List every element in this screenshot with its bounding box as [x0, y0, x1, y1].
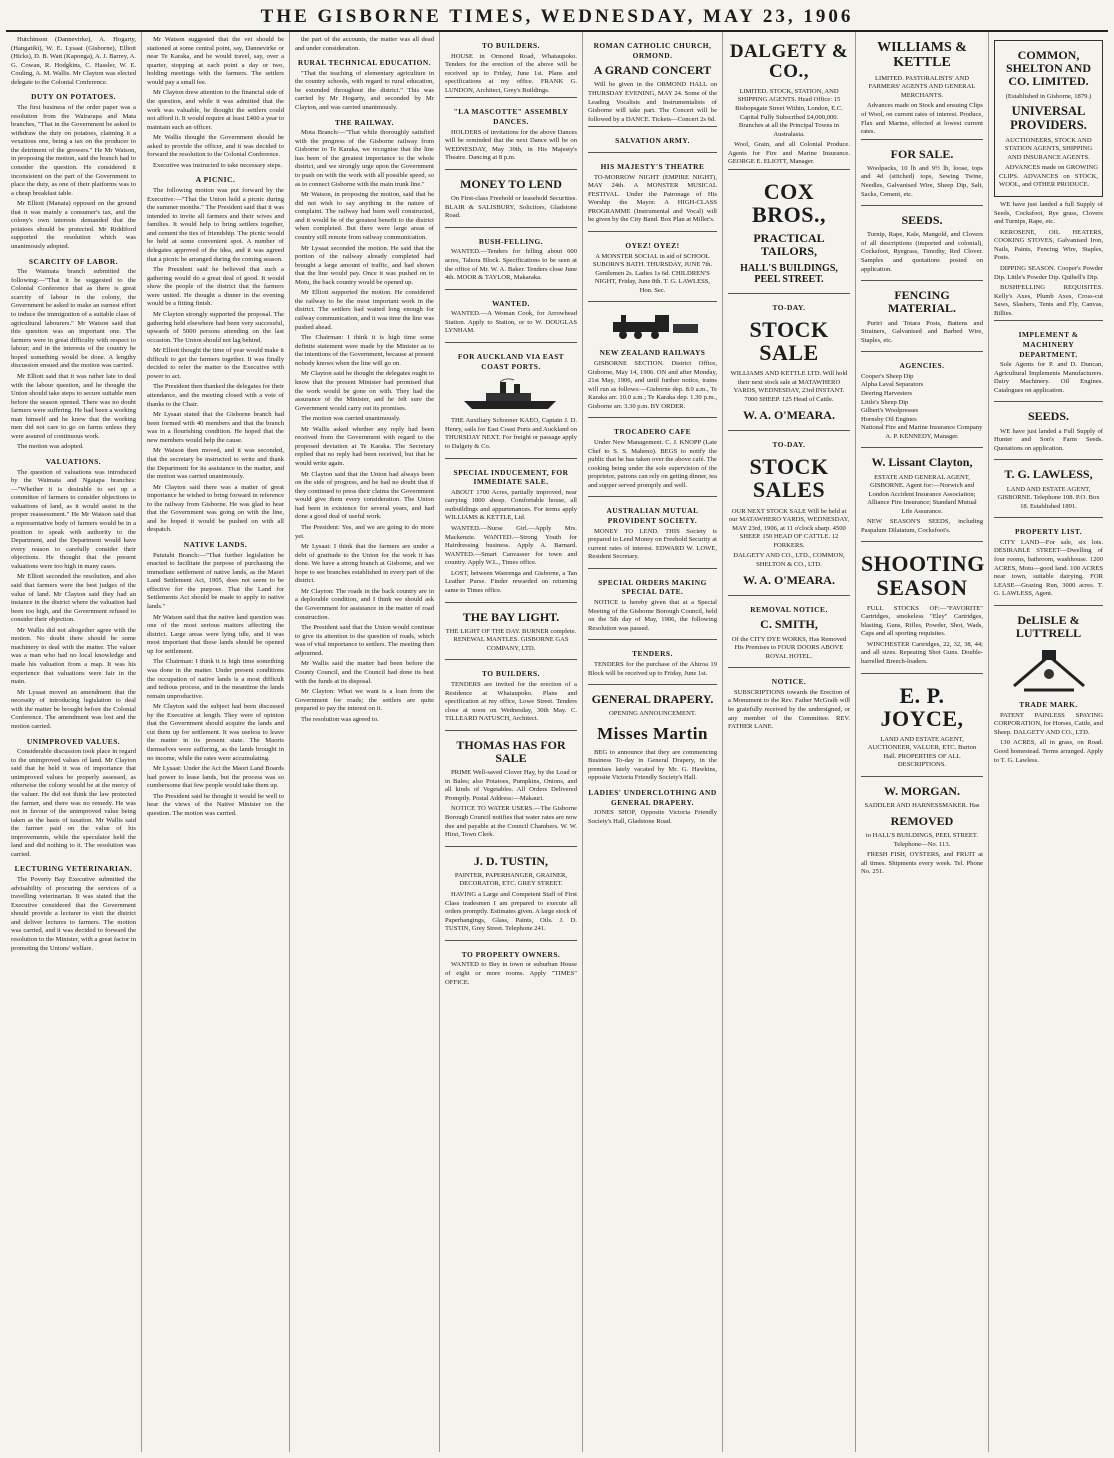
masthead: THE GISBORNE TIMES, WEDNESDAY, MAY 23, 1906 — [6, 4, 1108, 32]
heading-a-picnic: A PICNIC. — [195, 175, 236, 185]
column-5: ROMAN CATHOLIC CHURCH, ORMOND. A GRAND CONCERT Will be given in the ORMOND HALL on THURSDAY EVENING, MAY 24. Some of the Leading Vocalists and Instrumentalists of Gisborne will take part. The Concert will be followed by a DANCE. Tickets—Concert 2s 6d. SALVATION ARMY. HIS MAJESTY'S THEATRE TO-MORROW NIGHT (EMPIRE NIGHT), MAY 24th. A MONSTER MUSICAL FESTIVAL. Under the Patronage of His Worship the Mayor. A HIGH-CLASS PROGRAMME (Instrumental and Vocal) will be given by the City Band. Box Plan at Miller's. OYEZ! OYEZ! A MONSTER SOCIAL in aid of SCHOOL SUBORN'S BATH. THURSDAY, JUNE 7th. Gentlemen 2s. Ladies 1s 6d. CHILDREN'S NIGHT, Friday, June 8th. T. G. LAWLESS, Hon. Sec. NEW ZEALAND RAILWAYS GISBORNE SECTION. District Office, Gisborne, May 14, 1906. ON and after Monday, 21st May, 1906, and until further notice, trains will run as follows:—Gisborne dep. 8.0 a.m., Te Karaka arr. 10.0 a.m.; Te Karaka dep. 1.30 p.m., Gisborne arr. 3.30 p.m. BY ORDER. TROCADERO CAFE Under New Management. C. J. KNOPP (Late Chef to S. S. Maheno). BEGS to notify the public that he has taken over the above café. The cooking being under the sole supervision of the proprietor, patrons can rely on getting dinner, tea and supper served promptly and well. AUSTRALIAN MUTUAL PROVIDENT SOCIETY. MONEY TO LEND. THIS Society is prepared to Lend Money on Freehold Security at current rates of interest. EDWARD W. LOWE, Resident Secretary. SPECIAL ORDERS MAKING SPECIAL DATE. NOTICE is hereby given that at a Special Meeting of the Gisborne Borough Council, held on the 5th day of May, 1906, the following Resolution was passed. TENDERS. TENDERS for the purchase of the Ahiroa 19 Block will be received up to Friday, June 1st. GENERAL DRAPERY. OPENING ANNOUNCEMENT. Misses Martin BEG to announce that they are commencing Business To-day in General Drapery, in the premises lately vacated by Mr. G. Hawkins, opposite Victoria Friendly Society's Hall. LADIES' UNDERCLOTHING AND GENERAL DRAPERY. JONES SHOP, Opposite Victoria Friendly Society's Hall, Gladstone Road. — [583, 32, 723, 1452]
ad-trocadero-cafe: TROCADERO CAFE Under New Management. C. J. KNOPP (Late Chef to S. S. Maheno). BEGS to notify the public that he has taken over the above café. The cooking being under the sole supervision of the proprietor, patrons can rely on getting dinner, tea and supper served promptly and well. — [588, 417, 717, 496]
ad-notice: NOTICE. SUBSCRIPTIONS towards the Erection of a Monument to the Rev. Father McGrath will be gratefully received by the undersigned, or any member of the Committee. REV. FATHER LANE. — [728, 667, 850, 737]
ad-special-orders: SPECIAL ORDERS MAKING SPECIAL DATE. NOTICE is hereby given that at a Special Meeting of the Gisborne Borough Council, held on the 5th day of May, 1906, the following Resolution was passed. — [588, 568, 717, 640]
heading-the-railway: THE RAILWAY. — [335, 117, 394, 127]
ad-removal-notice: REMOVAL NOTICE. C. SMITH, Of the CITY DYE WORKS, Has Removed His Premises to FOUR DOORS ABOVE ROYAL HOTEL. — [728, 595, 850, 668]
ad-wk-seeds: SEEDS. Turnip, Rape, Kale, Mangold, and Clovers of all descriptions (imported and colonial), Cocksfoot, Ryegrass, Timothy, Red Clover. Samples and quotations posted on application. — [861, 205, 983, 280]
column-1: Hutchinson (Dannevirke), A. Hogarty, (Hangatiki), W. E. Lysaat (Gisborne), Elliott (Hicks), D. B. Watt (Kaponga), A. J. Barrey, A. G. Cowan, R. Hodgkins, C. Hassler, W. E. Couling, A. M. Wallis. Mr Clayton was elected delegate to the Colonial Conference. DUTY ON POTATOES. The first business of the order paper was a resolution from the Wairarapa and Mata branches, "That in the Government be asked to withdraw the duty on potatoes, claiming it a vexatious one, being a tax on the producer to the detriment of the growers." He Mr Watson, in proposing the motion, said the branch had to consider the question. He considered it inconsistent on the part of the Government to place the duty, as one of their platforms was to a cheap breakfast table. Mr Elliott (Manaia) opposed on the ground that it was mainly a consumer's tax, and the colony's own interests demanded that the potatoes should be protected. Mr Riddiford supported the resolution which was unanimously adopted. SCARCITY OF LABOR. The Waimata branch submitted the following:—"That it be suggested to the Colonial Conference that as there is great scarcity of labour in the colony, the Government be asked to make an earnest effort to induce the immigration of a suitable class of agricultural labourers." Mr Watson said that this question was an important one. The farmers were in great difficulty with respect to labour; and in the interests of the country he hoped something would be done. A lengthy discussion ensued and the motion was carried. Mr Elliott said that it was rather late to deal with the labour question, and he thought the Union should take steps to secure suitable men before the season opened. There was no doubt farmers were suffering. He had been a working man himself and he knew that the working men did not care to go on farms unless they were assured of continuous work. The motion was adopted. VALUATIONS. The question of valuations was introduced by the Waimata and Ngatapa branches:—"Whether it is desirable to set up a committee of farmers to consider objections to valuations of land, as it would assist in the proper reassessment." He Mr Watson said that a representative body of farmers would be in a position to speak with authority to the Department, and the Department would have every reason to carefully consider their objections. He thought that the present valuations were too high in many cases. Mr Elliott seconded the resolution, and also said that farmers were the best judges of the value of land. Mr Clayton said they had an instance in the district where the valuation had been too high, and the Government refused to consider their objection. Mr Wallis did not altogether agree with the motion. No doubt there should be some machinery to deal with the matter. The valuer was a man who had no local knowledge and made his valuation from a map. It was his experience that valuations were fair in the main. Mr Lysaat moved an amendment that the necessity of introducing legislation to deal with the matter be brought before the Colonial Conference. The amendment was lost and the motion carried. UNIMPROVED VALUES. Considerable discussion took place in regard to the unimproved values of land. Mr Clayton said that he held it was of importance that unimproved values be properly assessed, as otherwise the colony would be at the mercy of the valuer. He did not think the law protected the farmer, and there was no remedy. He was not in favour of the unimproved value being taken as the basis of taxation. Mr Wallis said the farmer paid on the value of his improvements, while the speculator held the land and did nothing to it. The resolution was carried. LECTURING VETERINARIAN. The Poverty Bay Executive submitted the advisability of procuring the services of a travelling veterinarian. It was stated that the Executive considered that the Government should provide a lecturer to visit the district and deliver lectures to farmers. The motion was carried, and it was decided to forward the resolution to the Minister, with a great factor in promoting the Unions' welfare. — [6, 32, 142, 1452]
heading-valuations: VALUATIONS. — [45, 457, 102, 466]
steamship-illustration — [456, 377, 566, 411]
column-6: DALGETY & CO., LIMITED. STOCK, STATION, AND SHIPPING AGENTS. Head Office: 15 Bishopsgate Street Within, London, E.C. Capital Fully Subscribed £4,000,000. Branches at all the Principal Towns in Australasia. Wool, Grain, and all Colonial Produce. Agents for Fire and Marine Insurance. GEORGE E. ELIOTT, Manager. COX BROS., PRACTICAL TAILORS, HALL'S BUILDINGS, PEEL STREET. TO-DAY. STOCK SALE WILLIAMS AND KETTLE LTD. Will hold their next stock sale at MATAWHERO YARDS, WEDNESDAY, 23rd INSTANT. 7000 SHEEP. 125 Head of Cattle. W. A. O'MEARA. TO-DAY. STOCK SALES OUR NEXT STOCK SALE Will be held at our MATAWHERO YARDS, WEDNESDAY, MAY 23rd, 1906, at 11 o'clock sharp. 4500 SHEEP. 150 HEAD OF CATTLE. 12 FORKERS. DALGETY AND CO., LTD., COMMON, SHELTON & CO., LTD. W. A. O'MEARA. REMOVAL NOTICE. C. SMITH, Of the CITY DYE WORKS, Has Removed His Premises to FOUR DOORS ABOVE ROYAL HOTEL. NOTICE. SUBSCRIPTIONS towards the Erection of a Monument to the Rev. Father McGrath will be gratefully received by the undersigned, or any member of the Committee. REV. FATHER LANE. — [723, 32, 856, 1452]
ad-auckland-steamer: FOR AUCKLAND VIA EAST COAST PORTS. THE Auxiliary Schooner KAEO, Captain J. D. Henry, sails for East Coast Ports and Auckland on THURSDAY NEXT. For freight or passage apply to Dalgety & Co. — [445, 342, 577, 458]
heading-scarcity-of-labor: SCARCITY OF LABOR. — [28, 256, 119, 266]
ad-wk-for-sale: FOR SALE. Woolpacks, 10 lb and 9½ lb, loose, tops and 4d (stitched) tops, Sewing Twine, Needles, Galvanised Wire, Sheep Dip, Salt, Sacks, Cement, etc. — [861, 139, 983, 205]
ad-common-shelton: COMMON, SHELTON AND CO. LIMITED. (Established in Gisborne, 1879.) UNIVERSAL PROVIDERS. AUCTIONEERS, STOCK AND STATION AGENTS, SHIPPING AND INSURANCE AGENTS. ADVANCES made on GROWING CLIPS. ADVANCES on STOCK, WOOL, and OTHER PRODUCE. — [994, 40, 1103, 197]
ad-property-list: PROPERTY LIST. CITY LAND—For sale, six lots. DESIRABLE STREET—Dwelling of four rooms, bathroom, washhouse. 1200 ACRES, Motu—good land. 100 ACRES near town, suitable dairying. FOR LEASE—Grazing Run, 3000 acres. T. G. LAWLESS, Agent. — [994, 517, 1103, 605]
ad-bush-felling: BUSH-FELLING. WANTED.—Tenders for felling about 600 acres, Tahora Block. Specifications to be seen at the office of Mr. W. A. Baker. Tenders close June 4th. MOOR & TAYLOR, Makaraka. — [445, 227, 577, 289]
ad-tg-lawless: T. G. LAWLESS, LAND AND ESTATE AGENT, GISBORNE. Telephone 108. P.O. Box 18. Established 1891. — [994, 459, 1103, 517]
trade-mark-illustration — [1004, 646, 1094, 694]
ad-lissant-clayton: W. Lissant Clayton, ESTATE AND GENERAL AGENT, GISBORNE. Agent for:—Norwich and London Accident Insurance Association; Alliance Fire Insurance; Standard Mutual Life Assurance. NEW SEASON'S SEEDS, including Paspalum Dilatatum, Cocksfoot's. — [861, 447, 983, 541]
ad-bay-light: THE BAY LIGHT. THE LIGHT OF THE DAY. BURNER complete. RENEWAL MANTLES. GISBORNE GAS COMPANY, LTD. — [445, 602, 577, 660]
ad-roman-catholic-church: ROMAN CATHOLIC CHURCH, ORMOND. — [593, 41, 712, 60]
locomotive-illustration — [593, 312, 713, 342]
ad-stock-sale-2: TO-DAY. STOCK SALES OUR NEXT STOCK SALE Will be held at our MATAWHERO YARDS, WEDNESDAY, MAY 23rd, 1906, at 11 o'clock sharp. 4500 SHEEP. 150 HEAD OF CATTLE. 12 FORKERS. DALGETY AND CO., LTD., COMMON, SHELTON & CO., LTD. W. A. O'MEARA. — [728, 430, 850, 595]
heading-native-lands: NATIVE LANDS. — [183, 540, 248, 549]
ad-general-drapery: GENERAL DRAPERY. OPENING ANNOUNCEMENT. Misses Martin BEG to announce that they are commencing Business To-day in General Drapery, in the premises lately vacated by Mr. G. Hawkins, opposite Victoria Friendly Society's Hall. LADIES' UNDERCLOTHING AND GENERAL DRAPERY. JONES SHOP, Opposite Victoria Friendly Society's Hall, Gladstone Road. — [588, 684, 717, 832]
ad-special-inducement: SPECIAL INDUCEMENT, FOR IMMEDIATE SALE. ABOUT 1700 Acres, partially improved, near carrying 1800 sheep. Comfortable house, all outbuildings and appurtenances. For terms apply WILLIAMS & KETTLE, Ltd. WANTED.—Nurse Girl.—Apply Mrs. Mackenzie. WANTED.—Strong Youth for Hairdressing business. Apply A. Barnard. WANTED.—Smart Canvasser for town and country. Apply W.L., Times office. LOST, between Waerenga and Gisborne, a Tan Leather Purse. Finder rewarded on returning same to Times office. — [445, 458, 577, 602]
ad-dalgety: DALGETY & CO., — [729, 41, 849, 82]
ad-property-owners: TO PROPERTY OWNERS. WANTED to Buy in town or suburban House of eight or more rooms. Apply "TIMES" OFFICE. — [445, 940, 577, 993]
heading-unimproved-values: UNIMPROVED VALUES. — [26, 736, 121, 746]
column-8: COMMON, SHELTON AND CO. LIMITED. (Established in Gisborne, 1879.) UNIVERSAL PROVIDERS. AUCTIONEERS, STOCK AND STATION AGENTS, SHIPPING AND INSURANCE AGENTS. ADVANCES made on GROWING CLIPS. ADVANCES on STOCK, WOOL, and OTHER PRODUCE. WE have just landed a full Supply of Seeds, Cocksfoot, Rye grass, Clovers and Turnips, Rape, etc. KEROSENE, OIL HEATERS, COOKING STOVES, Galvanised Iron, Nails, Paints, Fencing Wire, Staples, Posts. DIPPING SEASON. Cooper's Powder Dip. Little's Powder Dip. Quibell's Dip. BUSHFELLING REQUISITES. Kelly's Axes, Plumb Axes, Cross-cut Saws, Slashers, Tents and Fly, Canvas, Billies. IMPLEMENT & MACHINERY DEPARTMENT. Sole Agents for P. and D. Duncan, Agricultural Implements Manufacturers. Dairy Machinery. Oil Engines. Catalogues on application. SEEDS. WE have just landed a Full Supply of Hunter and Son's Farm Seeds. Quotations on application. T. G. LAWLESS, LAND AND ESTATE AGENT, GISBORNE. Telephone 108. P.O. Box 18. Established 1891. PROPERTY LIST. CITY LAND—For sale, six lots. DESIRABLE STREET—Dwelling of four rooms, bathroom, washhouse. 1200 ACRES, Motu—good land. 100 ACRES near town, suitable dairying. FOR LEASE—Grazing Run, 3000 acres. T. G. LAWLESS, Agent. DeLISLE & LUTTRELL TRADE MARK. PATENT PAINLESS SPAYING CORPORATION, for Horses, Cattle, and Sheep. DALGETY AND CO., LTD. 130 ACRES, all in grass, on Road. Good homestead. Terms arranged. Apply to T. G. Lawless. — [989, 32, 1108, 1452]
heading-rural-technical-education: RURAL TECHNICAL EDUCATION. — [297, 58, 432, 68]
ad-ep-joyce: E. P. JOYCE, LAND AND ESTATE AGENT, AUCTIONEER, VALUER, ETC. Burton Hall. PROPERTIES OF ALL DESCRIPTIONS. — [861, 673, 983, 776]
ad-nz-railways: NEW ZEALAND RAILWAYS GISBORNE SECTION. District Office, Gisborne, May 14, 1906. ON and after Monday, 21st May, 1906, and until further notice, trains will run as follows:—Gisborne dep. 8.0 a.m., Te Karaka arr. 10.0 a.m.; Te Karaka dep. 1.30 p.m., Gisborne arr. 3.30 p.m. BY ORDER. — [588, 301, 717, 417]
column-7: WILLIAMS & KETTLE LIMITED. PASTORALISTS' AND FARMERS' AGENTS AND GENERAL MERCHANTS. Advances made on Stock and ensuing Clips of Wool, on current rates of interest. Produce, Flax and Marine, effected at lowest current rates. FOR SALE. Woolpacks, 10 lb and 9½ lb, loose, tops and 4d (stitched) tops, Sewing Twine, Needles, Galvanised Wire, Sheep Dip, Salt, Sacks, Cement, etc. SEEDS. Turnip, Rape, Kale, Mangold, and Clovers of all descriptions (imported and colonial), Cocksfoot, Ryegrass, Timothy, Red Clover. Samples and quotations posted on application. FENCING MATERIAL. Puriri and Totara Posts, Battens and Strainers, Galvanised and Barbed Wire, Staples, etc. AGENCIES. Cooper's Sheep Dip Alpha Laval Separators Deering Harvesters Little's Sheep Dip Gilbert's Woolpresses Hornsby Oil Engines National Fire and Marine Insurance Company A. P. KENNEDY, Manager. W. Lissant Clayton, ESTATE AND GENERAL AGENT, GISBORNE. Agent for:—Norwich and London Accident Insurance Association; Alliance Fire Insurance; Standard Mutual Life Assurance. NEW SEASON'S SEEDS, including Paspalum Dilatatum, Cocksfoot's. SHOOTING SEASON FULL STOCKS OF:—"FAVORITE" Cartridges, smokeless "Eley" Cartridges, blasting, Guns, Rifles, Powder, Shot, Wads, Caps and all sporting requisites. WINCHESTER Cartridges, 22, 32, 38, 44; and all sizes. Repeating Shot Guns. Double-barrelled Breech-loaders. E. P. JOYCE, LAND AND ESTATE AGENT, AUCTIONEER, VALUER, ETC. Burton Hall. PROPERTIES OF ALL DESCRIPTIONS. W. MORGAN. SADDLER AND HARNESSMAKER. Has REMOVED to HALL'S BUILDINGS, PEEL STREET. Telephone—No. 113. FRESH FISH, OYSTERS, and FRUIT at all times. Shipments every week. Tel. Phone No. 251. — [856, 32, 989, 1452]
heading-lecturing-veterinarian: LECTURING VETERINARIAN. — [14, 864, 133, 874]
ad-shooting-season: SHOOTING SEASON FULL STOCKS OF:—"FAVORITE" Cartridges, smokeless "Eley" Cartridges, blasting, Guns, Rifles, Powder, Shot, Wads, Caps and all sporting requisites. WINCHESTER Cartridges, 22, 32, 38, 44; and all sizes. Repeating Shot Guns. Double-barrelled Breech-loaders. — [861, 541, 983, 672]
ad-grand-concert: A GRAND CONCERT — [593, 63, 712, 78]
ad-thomas-for-sale: THOMAS HAS FOR SALE PRIME Well-saved Clover Hay, by the Load or in Bales; also Potatoes, Pumpkins, Onions, and all kinds of Vegetables. All Orders Delivered Promptly. Postal Address:—Makauri. NOTICE TO WATER USERS.—The Gisborne Borough Council notifies that water rates are now due and payable at the Council Chambers. W. W. Hirst, Town Clerk. — [445, 730, 577, 846]
ad-fencing-material: FENCING MATERIAL. Puriri and Totara Posts, Battens and Strainers, Galvanised and Barbed Wire, Staples, etc. — [861, 280, 983, 351]
ad-cox-bros: COX BROS., PRACTICAL TAILORS, HALL'S BUILDINGS, PEEL STREET. — [728, 169, 850, 293]
ad-his-majestys-theatre: HIS MAJESTY'S THEATRE TO-MORROW NIGHT (EMPIRE NIGHT), MAY 24th. A MONSTER MUSICAL FESTIVAL. Under the Patronage of His Worship the Mayor. A HIGH-CLASS PROGRAMME (Instrumental and Vocal) will be given by the City Band. Box Plan at Miller's. — [588, 152, 717, 231]
ad-oyez: OYEZ! OYEZ! A MONSTER SOCIAL in aid of SCHOOL SUBORN'S BATH. THURSDAY, JUNE 7th. Gentlemen 2s. Ladies 1s 6d. CHILDREN'S NIGHT, Friday, June 8th. T. G. LAWLESS, Hon. Sec. — [588, 231, 717, 301]
column-2: Mr Watson suggested that the vet should be stationed at some central point, say, Dannevirke or near Te Karaka, and he would travel, say, over a quarter, stopping at each point a day or two, holding meetings with the farmers. The settlers would pay a small fee. Mr Clayton drew attention to the financial side of the question, and while it was admitted that the work was valuable, he thought the settlers could not afford it. It would require at least £400 a year to maintain such an officer. Mr Wallis thought the Government should be asked to provide the officer, and it was decided to forward the resolution to the Colonial Conference. Executive was instructed to take necessary steps. A PICNIC. The following motion was put forward by the Executive:—"That the Union hold a picnic during the summer months." The President said that it was intended to invite all farmers and their wives and families. It would help to bring settlers together, and cement the ties of friendship. The picnic would be held at some convenient spot. A number of delegates approved of the idea, and it was agreed that a picnic be arranged during the coming season. The President said he believed that such a gathering would do a great deal of good. It would show the people of the district that the farmers were united. He thought a dinner in the evening would be a fitting finish. Mr Clayton strongly supported the proposal. The gathering held elsewhere had been very successful, upwards of 5000 persons attending on the last occasion. The Union should not lag behind. Mr Elliott thought the time of year would make it difficult to get the farmers together. It was finally decided to refer the matter to the Executive with power to act. The President then thanked the delegates for their attendance, and the meeting closed with a vote of thanks to the Chair. Mr Lysaat stated that the Gisborne branch had been formed with 40 members and that the branch was in a flourishing condition. He hoped that the new members would help the cause. Mr Watson then moved, and it was seconded, that the secretary be instructed to write and thank the Department for its assistance in the matter, and the motion was carried unanimously. Mr Clayton said there was a matter of great importance he wished to bring forward in reference to the railway from Gisborne. He was glad to hear that the Government was going on with the line, and he hoped it would be pushed on with all despatch. NATIVE LANDS. Patutahi Branch:—"That further legislation be enacted to facilitate the purpose of purchasing the immediate settlement of native lands, as the Maori Land Settlement Act, 1905, does not seem to be effective for the purpose. That the Land for Settlements Act should be made to apply to native lands." Mr Watson said that the native land question was one of the most serious matters affecting the district. Large areas were lying idle, and it was most important that these lands should be opened up for settlement. The Chairman: I think it is high time something was done in the matter. Under present conditions the occupation of native lands is a most difficult and tedious process, and in the meantime the lands remain unproductive. Mr Clayton said the subject had been discussed by the Executive at length. They were of opinion that the Government should acquire the lands and cut them up for settlement. It was useless to leave the matter in its present state. The Maoris themselves were suffering, as the lands brought in no income, while the rates were accumulating. Mr Lysaat: Under the Act the Maori Land Boards had power to lease lands, but the process was so cumbersome that few people would take them up. The President said he thought it would be well to hear the views of the Native Minister on the question. The motion was carried. — [142, 32, 290, 1452]
ad-wanted-woman-cook: WANTED. WANTED.—A Woman Cook, for Arrowhead Station. Apply to Station, or to W. DOUGLAS LYNHAM. — [445, 289, 577, 342]
ad-agencies: AGENCIES. Cooper's Sheep Dip Alpha Laval Separators Deering Harvesters Little's Sheep Dip Gilbert's Woolpresses Hornsby Oil Engines National Fire and Marine Insurance Company A. P. KENNEDY, Manager. — [861, 351, 983, 447]
ad-w-morgan: W. MORGAN. SADDLER AND HARNESSMAKER. Has REMOVED to HALL'S BUILDINGS, PEEL STREET. Telephone—No. 113. FRESH FISH, OYSTERS, and FRUIT at all times. Shipments every week. Tel. Phone No. 251. — [861, 776, 983, 883]
ad-delisle-luttrell: DeLISLE & LUTTRELL TRADE MARK. PATENT PAINLESS SPAYING CORPORATION, for Horses, Cattle, and Sheep. DALGETY AND CO., LTD. 130 ACRES, all in grass, on Road. Good homestead. Terms arranged. Apply to T. G. Lawless. — [994, 605, 1103, 771]
ad-to-builders-2: TO BUILDERS. TENDERS are invited for the erection of a Residence at Whataupoko. Plans and specification at my office, Lowe Street. Tenders close at noon on Wednesday, 30th May. C. TILLEARD NATUSCH, Architect. — [445, 659, 577, 729]
columns — [6, 32, 1108, 1452]
ad-williams-kettle: WILLIAMS & KETTLE — [877, 40, 967, 71]
heading-duty-on-potatoes: DUTY ON POTATOES. — [31, 92, 116, 102]
ad-amp-society: AUSTRALIAN MUTUAL PROVIDENT SOCIETY. MONEY TO LEND. THIS Society is prepared to Lend Money on Freehold Security at current rates of interest. EDWARD W. LOWE, Resident Secretary. — [588, 496, 717, 568]
column-4: TO BUILDERS. HOUSE in Ormond Road, Whataupoko. Tenders for the erection of the above will be received up to Friday, June 1st. Plans and specifications at my office. FRANK G. LUNDON, Architect, Grey's Buildings. "LA MASCOTTE" ASSEMBLY DANCES. HOLDERS of invitations for the above Dances will be reminded that the next Dance will be on WEDNESDAY, May 30th, in His Majesty's Theatre. Dancing at 8 p.m. MONEY TO LEND On First-class Freehold or leasehold Securities. BLAIR & SALISBURY, Solicitors, Gladstone Road. BUSH-FELLING. WANTED.—Tenders for felling about 600 acres, Tahora Block. Specifications to be seen at the office of Mr. W. A. Baker. Tenders close June 4th. MOOR & TAYLOR, Makaraka. WANTED. WANTED.—A Woman Cook, for Arrowhead Station. Apply to Station, or to W. DOUGLAS LYNHAM. FOR AUCKLAND VIA EAST COAST PORTS. THE Auxiliary Schooner KAEO, Captain J. D. Henry, sails for East Coast Ports and Auckland on THURSDAY NEXT. For freight or passage apply to Dalgety & Co. SPECIAL INDUCEMENT, FOR IMMEDIATE SALE. ABOUT 1700 Acres, partially improved, near carrying 1800 sheep. Comfortable house, all outbuildings and appurtenances. For terms apply WILLIAMS & KETTLE, Ltd. WANTED.—Nurse Girl.—Apply Mrs. Mackenzie. WANTED.—Strong Youth for Hairdressing business. Apply A. Barnard. WANTED.—Smart Canvasser for town and country. Apply W.L., Times office. LOST, between Waerenga and Gisborne, a Tan Leather Purse. Finder rewarded on returning same to Times office. THE BAY LIGHT. THE LIGHT OF THE DAY. BURNER complete. RENEWAL MANTLES. GISBORNE GAS COMPANY, LTD. TO BUILDERS. TENDERS are invited for the erection of a Residence at Whataupoko. Plans and specification at my office, Lowe Street. Tenders close at noon on Wednesday, 30th May. C. TILLEARD NATUSCH, Architect. THOMAS HAS FOR SALE PRIME Well-saved Clover Hay, by the Load or in Bales; also Potatoes, Pumpkins, Onions, and all kinds of Vegetables. All Orders Delivered Promptly. Postal Address:—Makauri. NOTICE TO WATER USERS.—The Gisborne Borough Council notifies that water rates are now due and payable at the Council Chambers. W. W. Hirst, Town Clerk. J. D. TUSTIN, PAINTER, PAPERHANGER, GRAINER, DECORATOR, ETC. GREY STREET. HAVING a Large and Competent Staff of First Class tradesmen I am prepared to execute all orders promptly. Estimates given. A large stock of Paperhangings, Glass, Paints, Oils. J. D. TUSTIN, Grey Street. Telephone 241. TO PROPERTY OWNERS. WANTED to Buy in town or suburban House of eight or more rooms. Apply "TIMES" OFFICE. — [440, 32, 583, 1452]
ad-tustin: J. D. TUSTIN, PAINTER, PAPERHANGER, GRAINER, DECORATOR, ETC. GREY STREET. HAVING a Large and Competent Staff of First Class tradesmen I am prepared to execute all orders promptly. Estimates given. A large stock of Paperhangings, Glass, Paints, Oils. J. D. TUSTIN, Grey Street. Telephone 241. — [445, 846, 577, 940]
ad-to-builders-1: TO BUILDERS. — [481, 41, 541, 50]
ad-salvation-army: SALVATION ARMY. — [588, 126, 717, 152]
ad-tenders: TENDERS. TENDERS for the purchase of the Ahiroa 19 Block will be received up to Friday, June 1st. — [588, 639, 717, 684]
ad-seeds: SEEDS. WE have just landed a Full Supply of Hunter and Son's Farm Seeds. Quotations on application. — [994, 401, 1103, 459]
ad-la-mascotte: "LA MASCOTTE" ASSEMBLY DANCES. HOLDERS of invitations for the above Dances will be reminded that the next Dance will be on WEDNESDAY, May 30th, in His Majesty's Theatre. Dancing at 8 p.m. — [445, 97, 577, 169]
ad-implement-dept: IMPLEMENT & MACHINERY DEPARTMENT. Sole Agents for P. and D. Duncan, Agricultural Implements Manufacturers. Dairy Machinery. Oil Engines. Catalogues on application. — [994, 320, 1103, 401]
ad-stock-sale-1: TO-DAY. STOCK SALE WILLIAMS AND KETTLE LTD. Will hold their next stock sale at MATAWHERO YARDS, WEDNESDAY, 23rd INSTANT. 7000 SHEEP. 125 Head of Cattle. W. A. O'MEARA. — [728, 293, 850, 430]
column-3: the part of the accounts, the matter was all dead and under consideration. RURAL TECHNICAL EDUCATION. "That the teaching of elementary agriculture in the country schools, with regard to rural education, be extended throughout the district." This was carried by Mr Hogarty, and seconded by Mr Clayton, and was carried unanimously. THE RAILWAY. Mota Branch:—"That while thoroughly satisfied with the progress of the Gisborne railway from Gisborne to Te Karaka, we recognise that the line has been of the greatest importance to the whole district, and we strongly urge upon the Government to push on with the work with all possible speed, so as to connect Gisborne with the main trunk line." Mr Watson, in proposing the motion, said that he did not wish to say anything in the nature of complaint. The railway had been well constructed, and it would be of the greatest benefit to the district when completed. But there were large areas of country still remote from railway communication. Mr Lysaat seconded the motion. He said that the portion of the railway already completed had brought a large amount of traffic, and had shown that the line would pay. Once it was pushed on to Motu, the back country would be opened up. Mr Elliott supported the motion. He considered the railway to be the most important work in the district. The settlers had waited long enough for railway communication, and it was time the line was pushed ahead. The Chairman: I think it is high time some definite statement were made by the Minister as to the intentions of the Government, because at present nobody knows when the line will go on. Mr Clayton said he thought the delegates ought to know that the present Minister had promised that the work would be gone on with. They had the assurance of the Minister, and he felt sure the Government would carry out its promises. The motion was carried unanimously. Mr Wallis asked whether any reply had been received from the Government with regard to the proposed deviation at Te Karaka. The Secretary replied that no reply had been received, but that he would write again. Mr Clayton said that the Union had always been on the side of progress, and he had no doubt that if they continued to press their claims the Government would give them every consideration. The Union had been in existence for several years, and had done a good deal of useful work. The President: Yes, and we are going to do more yet. Mr Lysaat: I think that the farmers are under a debt of gratitude to the Union for the work it has done. We have a strong branch at Gisborne, and we hope to see branches established in every part of the district. Mr Clayton: The roads in the back country are in a deplorable condition, and I think we should ask the Government for assistance in the matter of road construction. The President said that the Union would continue to give its attention to the question of roads, which was of vital importance to settlers. The meeting then adjourned. Mr Wallis said the matter had been before the County Council, and the Council had done its best with the funds at its disposal. Mr Clayton: What we want is a loan from the Government for roads; the settlers are quite prepared to pay the interest on it. The resolution was agreed to. — [290, 32, 440, 1452]
ad-money-to-lend: MONEY TO LEND On First-class Freehold or leasehold Securities. BLAIR & SALISBURY, Solicitors, Gladstone Road. — [445, 169, 577, 227]
